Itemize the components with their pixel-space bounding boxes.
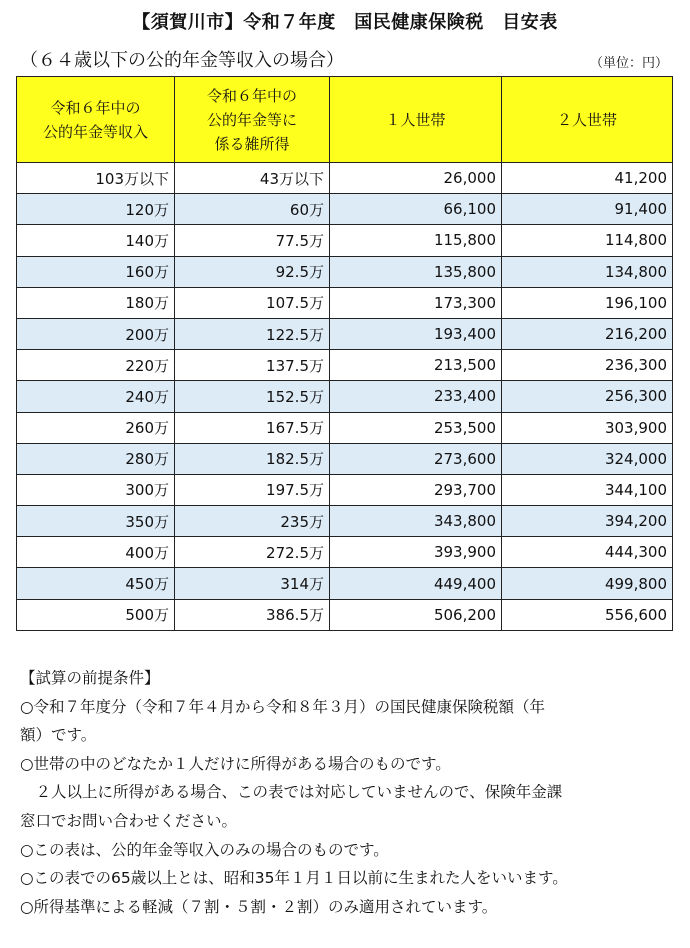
cell-one-person-tax: 233,400 bbox=[330, 381, 502, 412]
cell-misc-income: 314万 bbox=[175, 568, 330, 599]
cell-two-person-tax: 196,100 bbox=[502, 287, 673, 318]
cell-misc-income: 107.5万 bbox=[175, 287, 330, 318]
cell-one-person-tax: 66,100 bbox=[330, 194, 502, 225]
cell-misc-income: 77.5万 bbox=[175, 225, 330, 256]
cell-two-person-tax: 394,200 bbox=[502, 506, 673, 537]
header-row bbox=[17, 77, 673, 163]
cell-two-person-tax: 41,200 bbox=[502, 163, 673, 194]
table-row bbox=[17, 287, 673, 318]
condition-line: ○この表での65歳以上とは、昭和35年１月１日以前に生まれた人をいいます。 bbox=[20, 869, 568, 888]
table-row bbox=[17, 506, 673, 537]
cell-pension-income: 350万 bbox=[17, 506, 175, 537]
table-row bbox=[17, 412, 673, 443]
calculation-conditions bbox=[20, 664, 676, 921]
cell-one-person-tax: 253,500 bbox=[330, 412, 502, 443]
cell-two-person-tax: 556,600 bbox=[502, 599, 673, 630]
conditions-heading: 【試算の前提条件】 bbox=[20, 669, 160, 687]
cell-pension-income: 103万以下 bbox=[17, 163, 175, 194]
condition-line: 額）です。 bbox=[20, 726, 97, 745]
cell-pension-income: 400万 bbox=[17, 537, 175, 568]
table-row bbox=[17, 443, 673, 474]
cell-misc-income: 197.5万 bbox=[175, 474, 330, 505]
cell-pension-income: 260万 bbox=[17, 412, 175, 443]
condition-line: ２人以上に所得がある場合、この表では対応していませんので、保険年金課 bbox=[20, 783, 563, 802]
cell-two-person-tax: 236,300 bbox=[502, 350, 673, 381]
condition-line: 窓口でお問い合わせください。 bbox=[20, 811, 238, 830]
cell-one-person-tax: 115,800 bbox=[330, 225, 502, 256]
document-title: 【須賀川市】令和７年度 国民健康保険税 目安表 bbox=[132, 12, 558, 33]
table-body bbox=[17, 163, 673, 631]
cell-one-person-tax: 173,300 bbox=[330, 287, 502, 318]
header-pension-income: 令和６年中の 公的年金等収入 bbox=[17, 77, 175, 163]
cell-two-person-tax: 256,300 bbox=[502, 381, 673, 412]
cell-misc-income: 182.5万 bbox=[175, 443, 330, 474]
cell-one-person-tax: 343,800 bbox=[330, 506, 502, 537]
table-row bbox=[17, 381, 673, 412]
table-row bbox=[17, 318, 673, 349]
cell-one-person-tax: 293,700 bbox=[330, 474, 502, 505]
header-one-person-household: １人世帯 bbox=[330, 77, 502, 163]
cell-misc-income: 152.5万 bbox=[175, 381, 330, 412]
cell-two-person-tax: 444,300 bbox=[502, 537, 673, 568]
table-header bbox=[17, 77, 673, 163]
cell-pension-income: 140万 bbox=[17, 225, 175, 256]
cell-pension-income: 120万 bbox=[17, 194, 175, 225]
table-row bbox=[17, 194, 673, 225]
table-row bbox=[17, 350, 673, 381]
table-row bbox=[17, 225, 673, 256]
cell-misc-income: 137.5万 bbox=[175, 350, 330, 381]
condition-line: ○所得基準による軽減（７割・５割・２割）のみ適用されています。 bbox=[20, 897, 498, 916]
cell-one-person-tax: 273,600 bbox=[330, 443, 502, 474]
table-row bbox=[17, 599, 673, 630]
cell-pension-income: 160万 bbox=[17, 256, 175, 287]
cell-misc-income: 272.5万 bbox=[175, 537, 330, 568]
cell-one-person-tax: 506,200 bbox=[330, 599, 502, 630]
cell-pension-income: 450万 bbox=[17, 568, 175, 599]
cell-pension-income: 240万 bbox=[17, 381, 175, 412]
table-row bbox=[17, 256, 673, 287]
cell-pension-income: 280万 bbox=[17, 443, 175, 474]
table-subtitle: （６４歳以下の公的年金等収入の場合） bbox=[20, 50, 344, 71]
cell-two-person-tax: 91,400 bbox=[502, 194, 673, 225]
cell-two-person-tax: 216,200 bbox=[502, 318, 673, 349]
cell-one-person-tax: 213,500 bbox=[330, 350, 502, 381]
cell-pension-income: 500万 bbox=[17, 599, 175, 630]
cell-misc-income: 122.5万 bbox=[175, 318, 330, 349]
cell-misc-income: 167.5万 bbox=[175, 412, 330, 443]
table-row bbox=[17, 568, 673, 599]
cell-two-person-tax: 499,800 bbox=[502, 568, 673, 599]
condition-line: ○令和７年度分（令和７年４月から令和８年３月）の国民健康保険税額（年 bbox=[20, 697, 546, 716]
cell-two-person-tax: 324,000 bbox=[502, 443, 673, 474]
cell-two-person-tax: 303,900 bbox=[502, 412, 673, 443]
tax-schedule-table bbox=[16, 76, 673, 631]
table-row bbox=[17, 474, 673, 505]
cell-misc-income: 235万 bbox=[175, 506, 330, 537]
cell-two-person-tax: 344,100 bbox=[502, 474, 673, 505]
cell-one-person-tax: 393,900 bbox=[330, 537, 502, 568]
cell-misc-income: 92.5万 bbox=[175, 256, 330, 287]
conditions-list bbox=[20, 693, 676, 922]
cell-pension-income: 180万 bbox=[17, 287, 175, 318]
cell-pension-income: 200万 bbox=[17, 318, 175, 349]
cell-two-person-tax: 114,800 bbox=[502, 225, 673, 256]
condition-line: ○世帯の中のどなたか１人だけに所得がある場合のものです。 bbox=[20, 754, 451, 773]
condition-line: ○この表は、公的年金等収入のみの場合のものです。 bbox=[20, 840, 389, 859]
unit-label: （単位：円） bbox=[589, 56, 668, 71]
table-row bbox=[17, 537, 673, 568]
cell-one-person-tax: 193,400 bbox=[330, 318, 502, 349]
table-row bbox=[17, 163, 673, 194]
header-misc-income: 令和６年中の 公的年金等に 係る雑所得 bbox=[175, 77, 330, 163]
cell-one-person-tax: 135,800 bbox=[330, 256, 502, 287]
cell-misc-income: 60万 bbox=[175, 194, 330, 225]
cell-one-person-tax: 26,000 bbox=[330, 163, 502, 194]
cell-misc-income: 386.5万 bbox=[175, 599, 330, 630]
cell-misc-income: 43万以下 bbox=[175, 163, 330, 194]
header-two-person-household: ２人世帯 bbox=[502, 77, 673, 163]
cell-one-person-tax: 449,400 bbox=[330, 568, 502, 599]
cell-pension-income: 300万 bbox=[17, 474, 175, 505]
cell-pension-income: 220万 bbox=[17, 350, 175, 381]
cell-two-person-tax: 134,800 bbox=[502, 256, 673, 287]
